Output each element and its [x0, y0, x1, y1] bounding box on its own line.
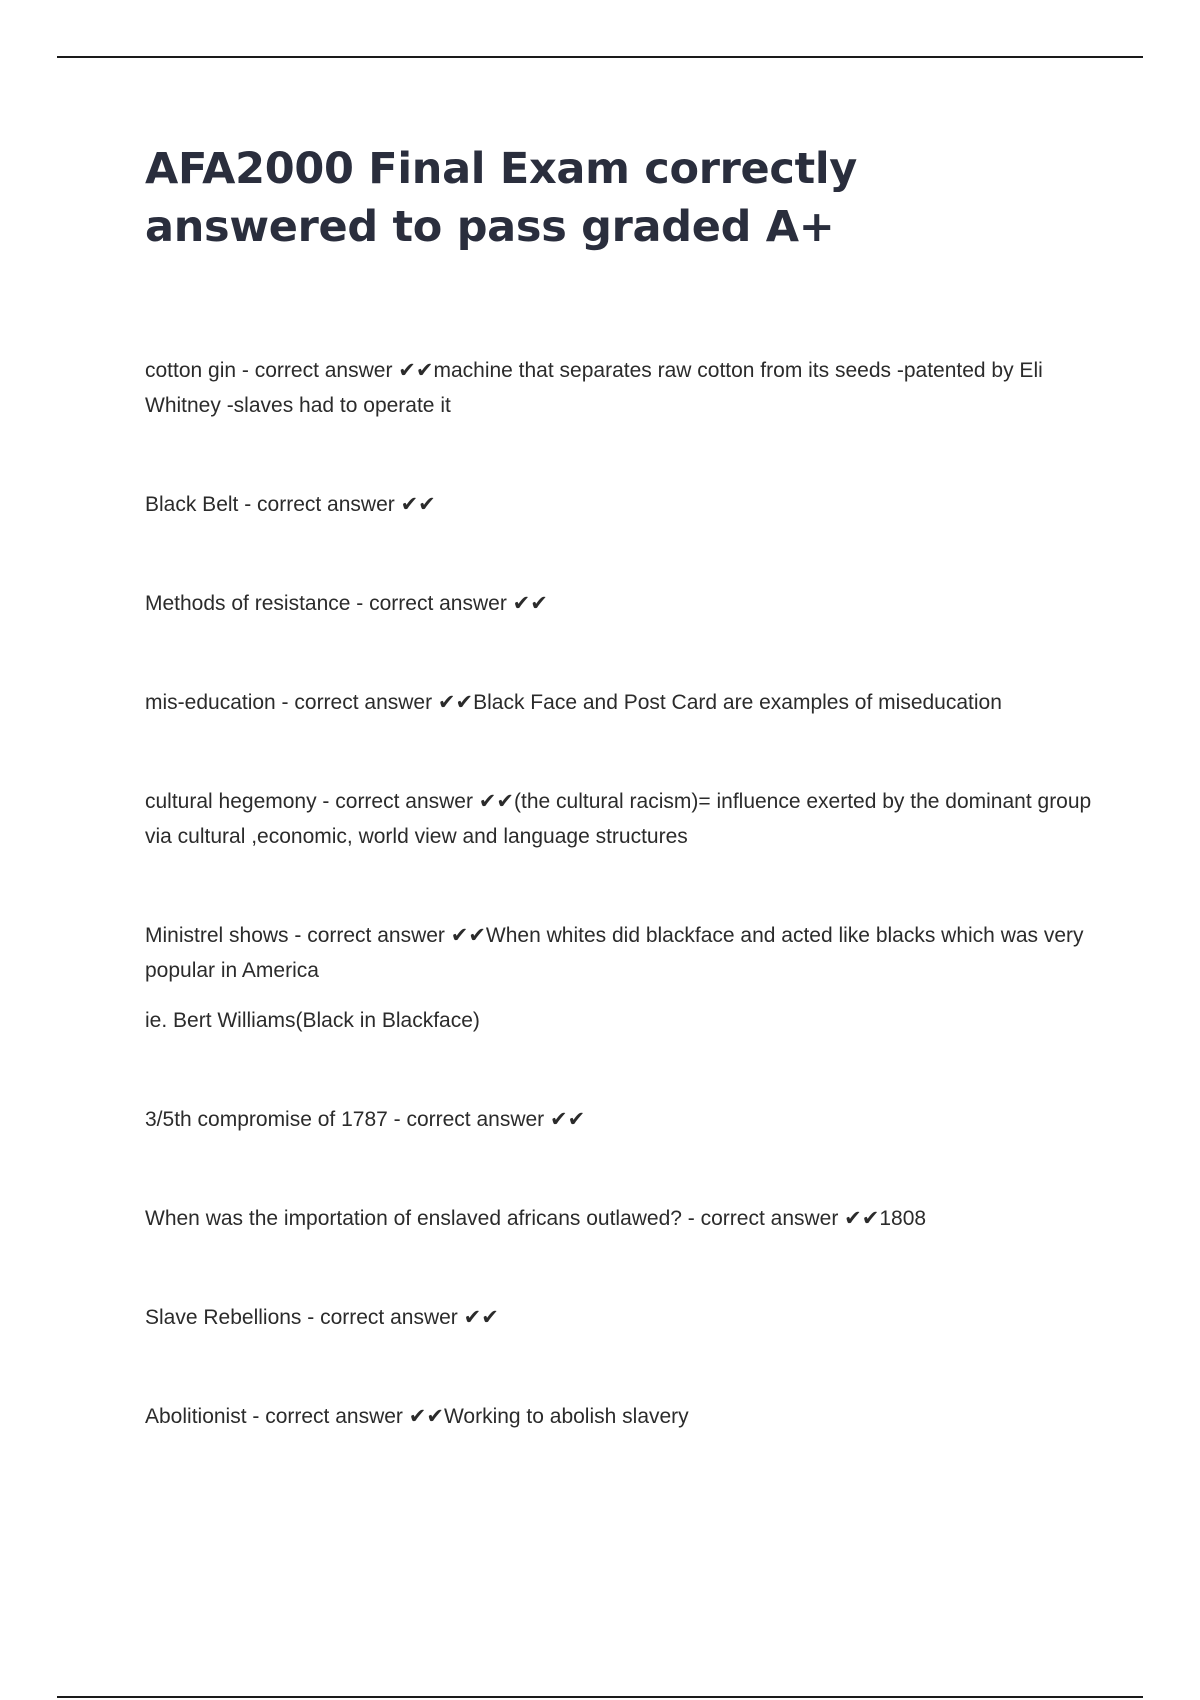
qa-entry-text: mis-education - correct answer ✔✔Black Face and Post Card are examples of miseducation: [145, 691, 1002, 714]
qa-list: [145, 353, 1100, 1434]
qa-entry-text: 3/5th compromise of 1787 - correct answer ✔✔: [145, 1108, 586, 1131]
qa-entry: [145, 586, 1100, 621]
qa-entry-extra-text: ie. Bert Williams(Black in Blackface): [145, 1009, 480, 1032]
bottom-divider: [57, 1696, 1143, 1698]
qa-entry-text: Methods of resistance - correct answer ✔✔: [145, 592, 548, 615]
document-body: [145, 140, 1100, 1498]
qa-entry: [145, 685, 1100, 720]
qa-entry: [145, 1201, 1100, 1236]
qa-entry: [145, 487, 1100, 522]
qa-entry: [145, 1399, 1100, 1434]
qa-entry-text: Abolitionist - correct answer ✔✔Working to abolish slavery: [145, 1405, 689, 1428]
qa-entry-text: cultural hegemony - correct answer ✔✔(the cultural racism)= influence exerted by the dominant group via cultural ,economic, world view and language structures: [145, 790, 1092, 848]
qa-entry-text: When was the importation of enslaved africans outlawed? - correct answer ✔✔1808: [145, 1207, 927, 1230]
qa-entry: [145, 918, 1100, 1038]
qa-entry: [145, 784, 1100, 854]
qa-entry-text: cotton gin - correct answer ✔✔machine that separates raw cotton from its seeds -patented by Eli Whitney -slaves had to operate it: [145, 359, 1043, 417]
top-divider: [57, 56, 1143, 58]
document-title: AFA2000 Final Exam correctly answered to pass graded A+: [145, 144, 858, 252]
qa-entry-text: Ministrel shows - correct answer ✔✔When whites did blackface and acted like blacks which was very popular in America: [145, 924, 1084, 982]
qa-entry: [145, 1300, 1100, 1335]
qa-entry: [145, 353, 1100, 423]
qa-entry-text: Black Belt - correct answer ✔✔: [145, 493, 436, 516]
qa-entry: [145, 1102, 1100, 1137]
qa-entry-text: Slave Rebellions - correct answer ✔✔: [145, 1306, 499, 1329]
